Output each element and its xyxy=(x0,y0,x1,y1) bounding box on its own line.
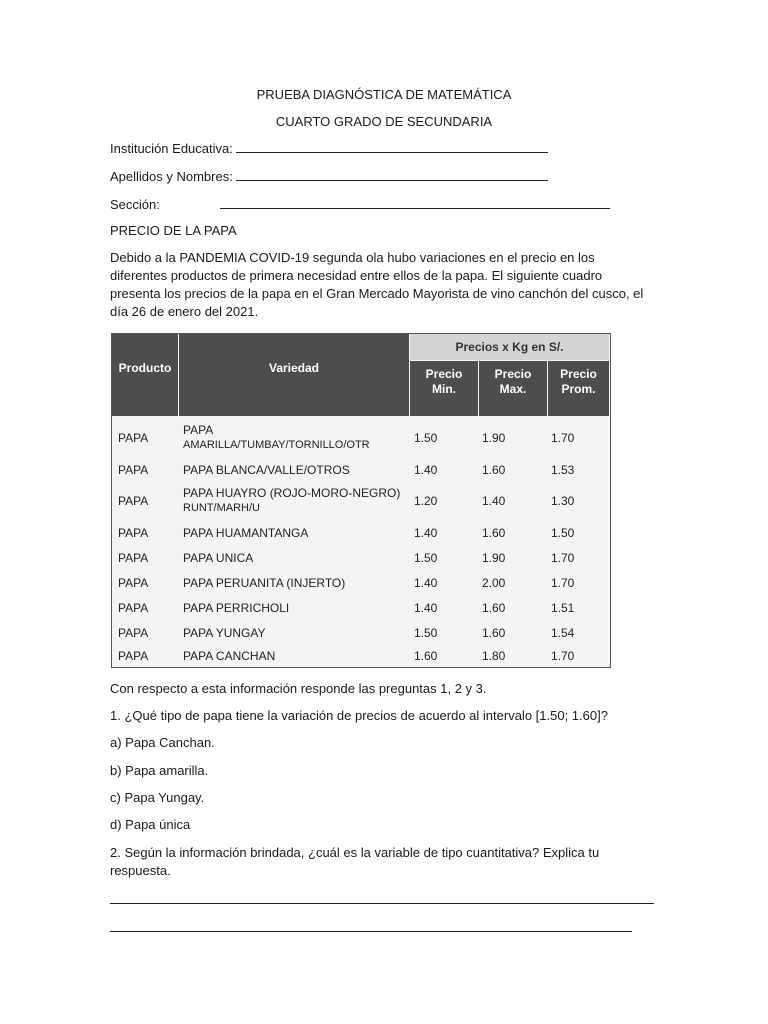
row-max: 1.60 xyxy=(482,463,506,477)
header-max xyxy=(479,367,547,397)
row-producto: PAPA xyxy=(118,601,149,615)
row-max: 1.60 xyxy=(482,626,506,640)
questions-lead: Con respecto a esta información responde las preguntas 1, 2 y 3. xyxy=(110,681,487,696)
row-producto: PAPA xyxy=(118,526,149,540)
row-min: 1.40 xyxy=(414,463,438,477)
row-variedad: PAPA UNICA xyxy=(183,551,254,565)
table-row xyxy=(112,574,609,596)
header-min-line2: Min. xyxy=(432,382,456,396)
price-table xyxy=(111,333,611,668)
row-variedad-line1: PAPA HUAYRO (ROJO-MORO-NEGRO) xyxy=(183,486,401,500)
row-producto: PAPA xyxy=(118,649,149,663)
row-variedad: PAPA PERUANITA (INJERTO) xyxy=(183,576,346,590)
answer-line[interactable] xyxy=(110,931,632,932)
field-apellidos xyxy=(110,168,548,186)
answer-line[interactable] xyxy=(110,903,654,904)
row-min: 1.40 xyxy=(414,576,438,590)
question-1: 1. ¿Qué tipo de papa tiene la variación de precios de acuerdo al intervalo [1.50; 1.60]? xyxy=(110,708,608,723)
row-min: 1.50 xyxy=(414,431,438,445)
row-variedad: PAPA YUNGAY xyxy=(183,626,266,640)
row-prom: 1.53 xyxy=(551,463,575,477)
row-prom: 1.30 xyxy=(551,494,575,508)
row-min: 1.50 xyxy=(414,626,438,640)
row-variedad xyxy=(183,423,370,453)
row-producto: PAPA xyxy=(118,626,149,640)
field-institucion xyxy=(110,140,548,158)
row-producto: PAPA xyxy=(118,494,149,508)
option-d: d) Papa única xyxy=(110,817,191,832)
row-min: 1.60 xyxy=(414,649,438,663)
row-max: 1.90 xyxy=(482,431,506,445)
row-producto: PAPA xyxy=(118,431,149,445)
field-institucion-label: Institución Educativa: xyxy=(110,141,233,156)
field-seccion-label: Sección: xyxy=(110,197,160,212)
header-min xyxy=(410,367,478,397)
intro-paragraph: Debido a la PANDEMIA COVID-19 segunda ola hubo variaciones en el precio en los diferentes productos de primera necesidad entre ellos de la papa. El siguiente cuadro presenta los precios de la papa en el Gran Mercado Mayorista de vino canchón del cusco, el día 26 de enero del 2021. xyxy=(110,250,644,319)
header-prom-line2: Prom. xyxy=(561,382,596,396)
header-variedad: Variedad xyxy=(268,361,320,375)
row-variedad-line1: PAPA xyxy=(183,423,214,437)
field-seccion xyxy=(110,196,610,214)
header-prom-line1: Precio xyxy=(560,367,597,381)
row-prom: 1.70 xyxy=(551,649,575,663)
field-institucion-blank[interactable] xyxy=(236,140,548,153)
option-c: c) Papa Yungay. xyxy=(110,790,205,805)
row-prom: 1.70 xyxy=(551,551,575,565)
header-variedad-bg xyxy=(179,334,409,416)
table-row xyxy=(112,648,609,668)
table-row xyxy=(112,420,609,460)
option-b: b) Papa amarilla. xyxy=(110,763,209,778)
row-variedad: PAPA HUAMANTANGA xyxy=(183,526,309,540)
row-variedad xyxy=(183,486,400,516)
row-variedad: PAPA CANCHAN xyxy=(183,649,276,663)
row-prom: 1.54 xyxy=(551,626,575,640)
header-producto-bg xyxy=(112,334,178,416)
row-max: 1.60 xyxy=(482,601,506,615)
page-title: PRUEBA DIAGNÓSTICA DE MATEMÁTICA xyxy=(256,87,512,102)
row-producto: PAPA xyxy=(118,576,149,590)
field-seccion-blank[interactable] xyxy=(220,196,610,209)
header-max-line2: Max. xyxy=(499,382,527,396)
row-producto: PAPA xyxy=(118,551,149,565)
row-prom: 1.51 xyxy=(551,601,575,615)
row-prom: 1.70 xyxy=(551,576,575,590)
field-apellidos-blank[interactable] xyxy=(236,168,548,181)
table-row xyxy=(112,624,609,646)
table-row xyxy=(112,524,609,546)
option-a: a) Papa Canchan. xyxy=(110,735,215,750)
question-2: 2. Según la información brindada, ¿cuál es la variable de tipo cuantitativa? Explica tu respuesta. xyxy=(110,845,600,878)
row-max: 1.40 xyxy=(482,494,506,508)
table-row xyxy=(112,549,609,571)
row-min: 1.40 xyxy=(414,601,438,615)
row-min: 1.40 xyxy=(414,526,438,540)
row-variedad: PAPA PERRICHOLI xyxy=(183,601,290,615)
row-max: 2.00 xyxy=(482,576,506,590)
row-variedad-line2: RUNT/MARH/U xyxy=(183,502,260,514)
header-prom xyxy=(548,367,609,397)
header-min-line1: Precio xyxy=(425,367,463,381)
row-prom: 1.50 xyxy=(551,526,575,540)
row-variedad: PAPA BLANCA/VALLE/OTROS xyxy=(183,463,350,477)
row-variedad-line2: AMARILLA/TUMBAY/TORNILLO/OTR xyxy=(183,439,370,451)
field-apellidos-label: Apellidos y Nombres: xyxy=(110,169,233,184)
row-min: 1.20 xyxy=(414,494,438,508)
row-max: 1.90 xyxy=(482,551,506,565)
row-prom: 1.70 xyxy=(551,431,575,445)
header-precios: Precios x Kg en S/. xyxy=(410,334,609,360)
row-producto: PAPA xyxy=(118,463,149,477)
row-max: 1.80 xyxy=(482,649,506,663)
page-subtitle: CUARTO GRADO DE SECUNDARIA xyxy=(275,114,493,129)
section-title: PRECIO DE LA PAPA xyxy=(110,223,237,238)
table-row xyxy=(112,484,609,520)
row-max: 1.60 xyxy=(482,526,506,540)
table-row xyxy=(112,461,609,483)
header-max-line1: Precio xyxy=(494,367,532,381)
table-row xyxy=(112,599,609,621)
row-min: 1.50 xyxy=(414,551,438,565)
header-producto: Producto xyxy=(118,361,172,375)
